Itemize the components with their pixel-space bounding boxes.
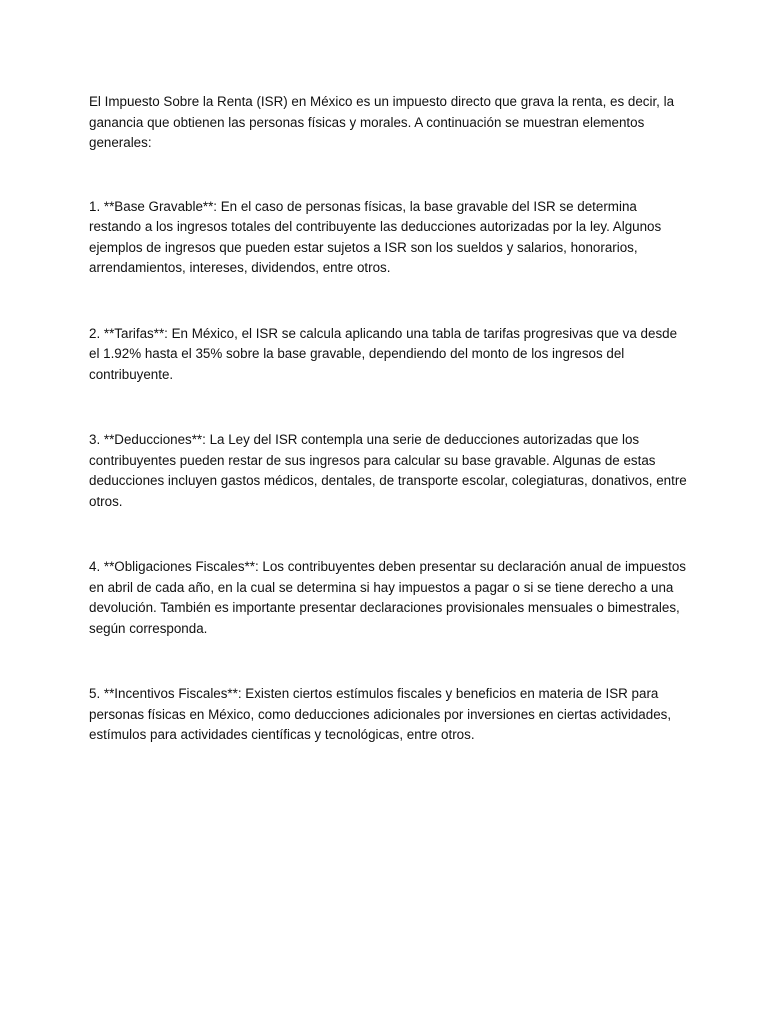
item-tarifas: 2. **Tarifas**: En México, el ISR se calcula aplicando una tabla de tarifas progresivas que va desde el 1.92% hasta el 35% sobre la base gravable, dependiendo del monto de los ingresos del contribuyente. <box>89 325 678 382</box>
intro-paragraph: El Impuesto Sobre la Renta (ISR) en México es un impuesto directo que grava la renta, es decir, la ganancia que obtienen las personas físicas y morales. A continuación se muestran elementos generales: <box>89 94 675 150</box>
item-base-gravable: 1. **Base Gravable**: En el caso de personas físicas, la base gravable del ISR se determina restando a los ingresos totales del contribuyente las deducciones autorizadas por la ley. Algunos ejemplos de ingresos que pueden estar sujetos a ISR son los sueldos y salarios, honorarios, arrendamientos, intereses, dividendos, entre otros. <box>89 198 662 275</box>
document-page <box>89 92 689 791</box>
item-incentivos-fiscales: 5. **Incentivos Fiscales**: Existen ciertos estímulos fiscales y beneficios en materia de ISR para personas físicas en México, como deducciones adicionales por inversiones en ciertas actividades, estímulos para actividades científicas y tecnológicas, entre otros. <box>89 686 672 742</box>
item-deducciones: 3. **Deducciones**: La Ley del ISR contempla una serie de deducciones autorizadas que los contribuyentes pueden restar de sus ingresos para calcular su base gravable. Algunas de estas deducciones incluyen gastos médicos, dentales, de transporte escolar, colegiaturas, donativos, entre otros. <box>89 432 687 509</box>
item-obligaciones-fiscales: 4. **Obligaciones Fiscales**: Los contribuyentes deben presentar su declaración anual de impuestos en abril de cada año, en la cual se determina si hay impuestos a pagar o si se tiene derecho a una devolución. También es importante presentar declaraciones provisionales mensuales o bimestrales, según corresponda. <box>89 559 686 636</box>
